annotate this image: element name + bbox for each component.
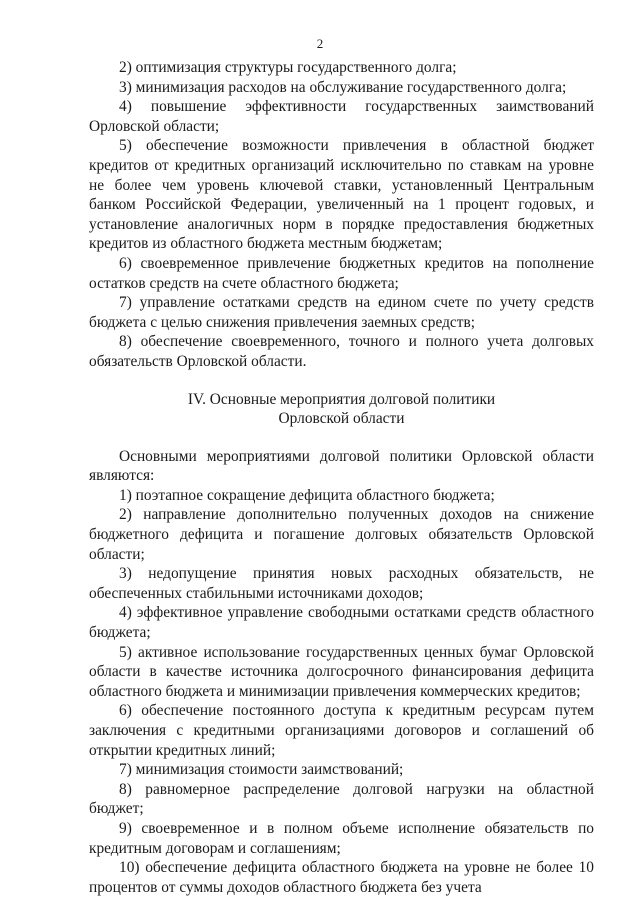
measure-item-2: 2) направление дополнительно полученных доходов на снижение бюджетного дефицита и погашение долговых обязательств Орловской области; bbox=[89, 506, 594, 563]
section-heading bbox=[89, 390, 594, 429]
measure-item-4: 4) эффективное управление свободными остатками средств областного бюджета; bbox=[89, 604, 594, 642]
document-body bbox=[89, 58, 594, 897]
list-item-7: 7) управление остатками средств на едином счете по учету средств бюджета с целью снижения привлечения заемных средств; bbox=[89, 294, 594, 331]
measure-item-3: 3) недопущение принятия новых расходных обязательств, не обеспеченных стабильными источниками доходов; bbox=[89, 565, 594, 602]
measure-item-5: 5) активное использование государственных ценных бумаг Орловской области в качестве источника долгосрочного финансирования дефицита областного бюджета и минимизации привлечения коммерческих кредитов; bbox=[89, 643, 594, 700]
page-number: 2 bbox=[316, 36, 324, 51]
measure-item-7: 7) минимизация стоимости заимствований; bbox=[119, 761, 404, 779]
list-item-6: 6) своевременное привлечение бюджетных кредитов на пополнение остатков средств на счете областного бюджета; bbox=[89, 254, 594, 292]
section-heading-line-2: Орловской области bbox=[278, 410, 405, 428]
intro-paragraph: Основными мероприятиями долговой политики Орловской области являются: bbox=[89, 447, 594, 485]
measure-item-1: 1) поэтапное сокращение дефицита областного бюджета; bbox=[119, 486, 495, 504]
list-item-3: 3) минимизация расходов на обслуживание государственного долга; bbox=[119, 78, 567, 96]
measure-item-9: 9) своевременное и в полном объеме исполнение обязательств по кредитным договорам и соглашениям; bbox=[89, 819, 594, 857]
measure-item-8: 8) равномерное распределение долговой нагрузки на областной бюджет; bbox=[89, 780, 594, 818]
list-item-2: 2) оптимизация структуры государственного долга; bbox=[119, 59, 457, 76]
measure-item-10: 10) обеспечение дефицита областного бюджета на уровне не более 10 процентов от суммы доходов областного бюджета без учета bbox=[89, 859, 594, 896]
measure-item-6: 6) обеспечение постоянного доступа к кредитным ресурсам путем заключения с кредитными организациями договоров и соглашений об открытии кредитных линий; bbox=[89, 702, 594, 759]
list-item-5: 5) обеспечение возможности привлечения в областной бюджет кредитов от кредитных организаций исключительно по ставкам на уровне не более чем уровень ключевой ставки, установленный Центральным банком Российской Федерации, увеличенный на 1 процент годовых, и установление аналогичных норм в порядке предоставления бюджетных кредитов из областного бюджета местным бюджетам; bbox=[89, 137, 594, 253]
list-item-4: 4) повышение эффективности государственных заимствований Орловской области; bbox=[89, 98, 594, 135]
section-heading-line-1: IV. Основные мероприятия долговой политики bbox=[187, 390, 496, 408]
list-item-8: 8) обеспечение своевременного, точного и полного учета долговых обязательств Орловской области. bbox=[89, 333, 594, 370]
